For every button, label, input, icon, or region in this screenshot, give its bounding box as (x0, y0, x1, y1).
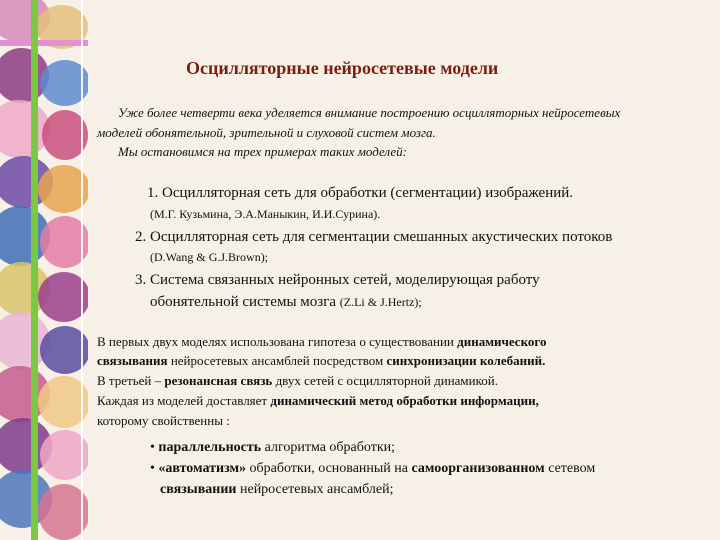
para-line-5: которому свойственны : (97, 413, 230, 428)
bullet-2: • «автоматизм» обработки, основанный на самоорганизованном сетевом (150, 461, 596, 476)
slide-title: Осцилляторные нейросетевые модели (186, 58, 499, 78)
list-item-2: 2. Осцилляторная сеть для сегментации смешанных акустических потоков (135, 229, 613, 245)
list-item-3-ref: (Z.Li & J.Hertz); (339, 295, 422, 309)
decorative-side-strip (0, 0, 88, 540)
list-item-2-ref: (D.Wang & G.J.Brown); (150, 250, 269, 264)
para-line-3: В третьей – резонансная связь двух сетей с осцилляторной динамикой. (97, 373, 498, 388)
intro-line-3: Мы остановимся на трех примерах таких моделей: (118, 144, 407, 159)
bullet-2-line2: связывании нейросетевых ансамблей; (160, 482, 394, 497)
para-line-1: В первых двух моделях использована гипотеза о существовании динамического (97, 334, 547, 349)
intro-line-1: Уже более четверти века уделяется внимание построению осцилляторных нейросетевых (118, 105, 621, 120)
list-item-1: 1. Осцилляторная сеть для обработки (сегментации) изображений. (147, 185, 574, 201)
list-item-3: 3. Система связанных нейронных сетей, моделирующая работу (135, 272, 540, 288)
para-line-2: связывания нейросетевых ансамблей посредством синхронизации колебаний. (97, 353, 546, 368)
list-item-1-ref: (М.Г. Кузьмина, Э.А.Маныкин, И.И.Сурина). (150, 207, 381, 221)
para-line-4: Каждая из моделей доставляет динамический метод обработки информации, (97, 393, 539, 408)
list-item-3-line2: обонятельной системы мозга (Z.Li & J.Hertz); (150, 294, 422, 310)
bullet-1: • параллельность алгоритма обработки; (150, 440, 396, 455)
intro-line-2: моделей обонятельной, зрительной и слуховой систем мозга. (97, 125, 436, 140)
